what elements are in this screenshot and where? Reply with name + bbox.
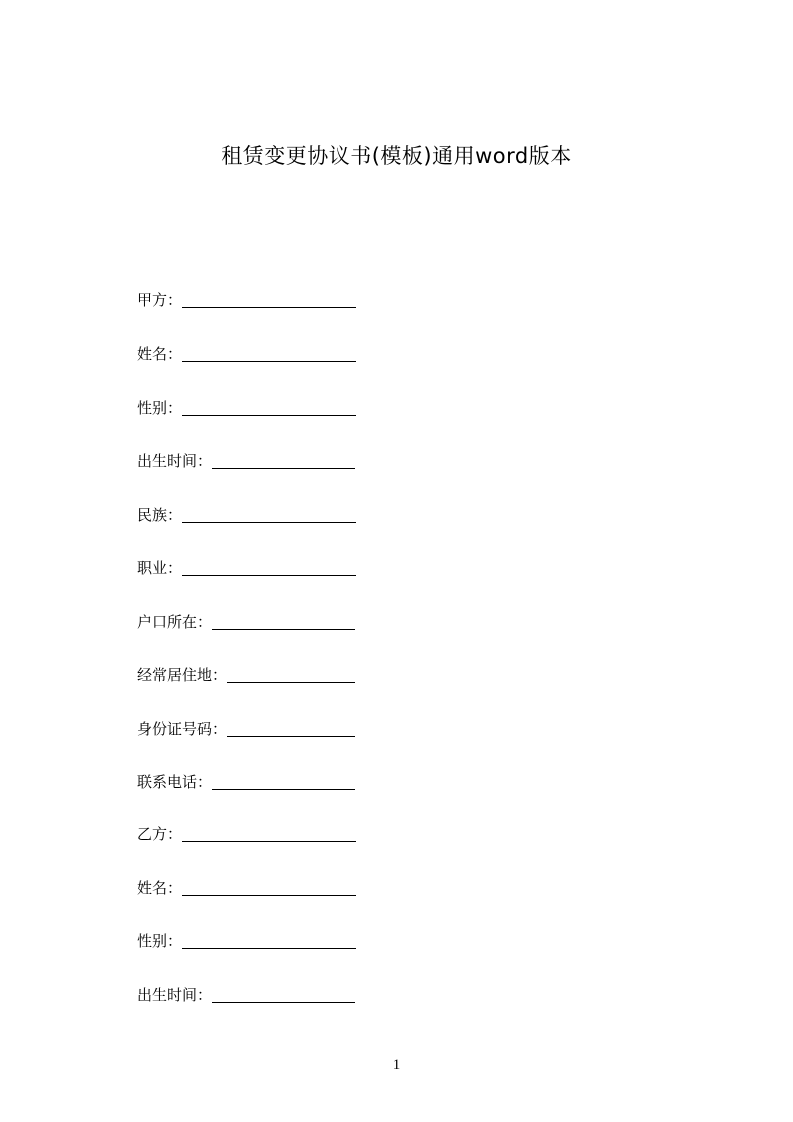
document-title: 租赁变更协议书(模板)通用word版本 — [221, 144, 572, 168]
form-field-id-number — [137, 717, 355, 739]
fill-in-blank-line[interactable] — [212, 613, 355, 630]
form-field-party-b — [137, 822, 356, 844]
fill-in-blank-line[interactable] — [182, 559, 356, 576]
field-label: 联系电话： — [137, 773, 213, 791]
form-field-name — [137, 342, 356, 364]
form-field-occupation — [137, 556, 356, 578]
field-label: 经常居住地： — [137, 666, 228, 684]
fill-in-blank-line[interactable] — [182, 879, 356, 896]
field-label: 姓名： — [137, 879, 183, 897]
fill-in-blank-line[interactable] — [212, 452, 355, 469]
fill-in-blank-line[interactable] — [182, 399, 356, 416]
fill-in-blank-line[interactable] — [212, 773, 355, 790]
field-label: 职业： — [137, 559, 183, 577]
fill-in-blank-line[interactable] — [182, 825, 356, 842]
form-field-gender — [137, 929, 356, 951]
field-label: 乙方： — [137, 825, 183, 843]
field-label: 性别： — [137, 932, 183, 950]
fill-in-blank-line[interactable] — [182, 932, 356, 949]
fill-in-blank-line[interactable] — [227, 720, 355, 737]
form-field-ethnicity — [137, 503, 356, 525]
form-field-gender — [137, 396, 356, 418]
fill-in-blank-line[interactable] — [182, 291, 356, 308]
field-label: 民族： — [137, 506, 183, 524]
form-field-household-registration — [137, 610, 355, 632]
fill-in-blank-line[interactable] — [182, 506, 356, 523]
form-field-birth-date — [137, 983, 355, 1005]
field-label: 姓名： — [137, 345, 183, 363]
fill-in-blank-line[interactable] — [212, 986, 355, 1003]
field-label: 出生时间： — [137, 452, 213, 470]
fill-in-blank-line[interactable] — [227, 666, 355, 683]
field-label: 性别： — [137, 399, 183, 417]
field-label: 身份证号码： — [137, 720, 228, 738]
form-field-name — [137, 876, 356, 898]
field-label: 出生时间： — [137, 986, 213, 1004]
form-field-phone — [137, 770, 355, 792]
form-field-residence — [137, 663, 355, 685]
form-field-birth-date — [137, 449, 355, 471]
page-number: 1 — [392, 1057, 401, 1073]
form-field-party-a — [137, 288, 356, 310]
field-label: 甲方： — [137, 291, 183, 309]
fill-in-blank-line[interactable] — [182, 345, 356, 362]
field-label: 户口所在： — [137, 613, 213, 631]
